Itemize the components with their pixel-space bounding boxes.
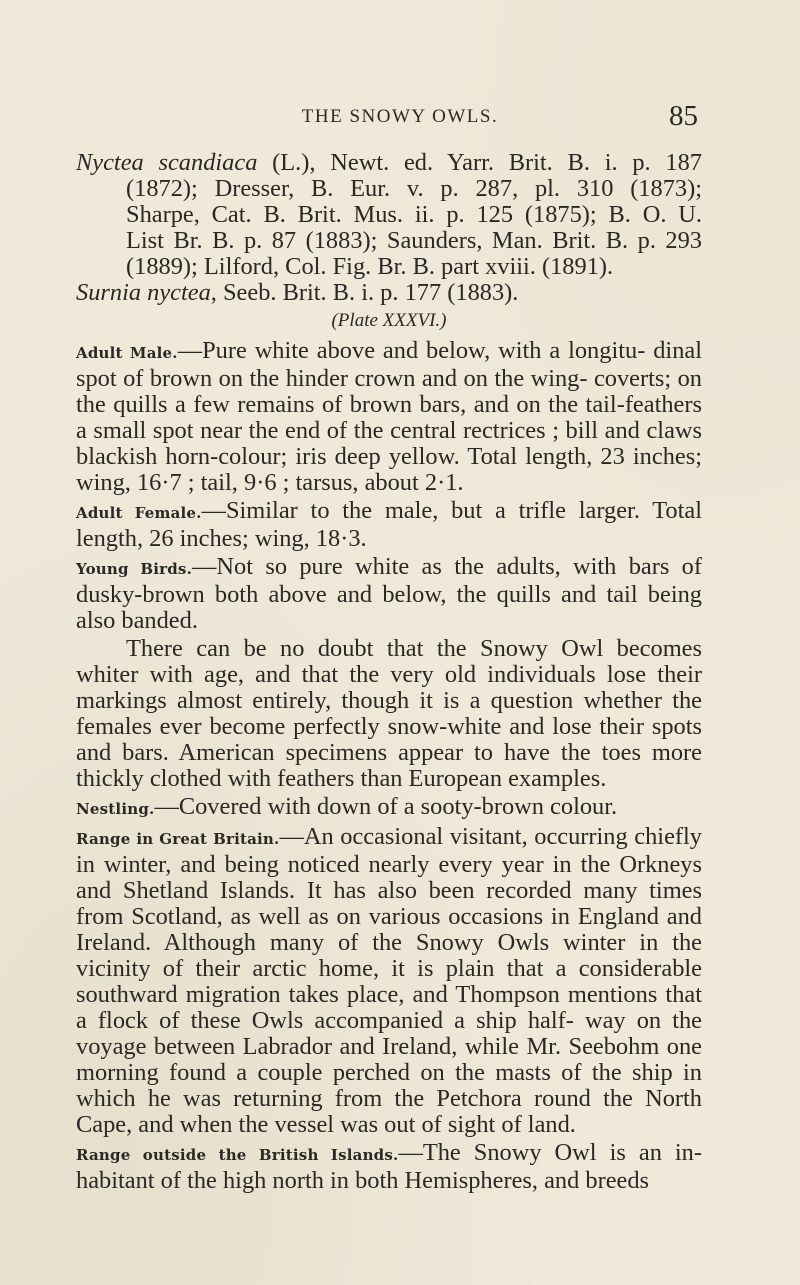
section-text: —Covered with down of a sooty-brown colour. [154, 793, 618, 820]
species-name: Surnia nyctea [76, 279, 211, 306]
section-text: —Not so pure white as the adults, with bars of dusky-brown both above and below, the quills and tail being also banded. [76, 553, 702, 634]
section-adult-female [76, 498, 702, 552]
synonymy-line: (1872); Dresser, B. Eur. v. p. 287, pl. 310 (1873); [126, 175, 702, 202]
synonymy-line: Nyctea scandiaca (L.), Newt. ed. Yarr. Brit. B. i. p. 187 [76, 149, 702, 176]
page-header [0, 96, 800, 136]
species-name: Nyctea scandiaca [76, 149, 258, 176]
section-range-britain [76, 824, 702, 1138]
page-number: 85 [669, 100, 698, 132]
section-text: —Similar to the male, but a trifle larger. Total length, 26 inches; wing, 18·3. [76, 497, 702, 552]
section-young-birds [76, 554, 702, 634]
section-label: Adult Female. [76, 504, 202, 522]
page-body [76, 150, 702, 1194]
synonymy-line: Surnia nyctea, Seeb. Brit. B. i. p. 177 (1883). [76, 279, 519, 306]
synonymy-line: (1889); Lilford, Col. Fig. Br. B. part xviii. (1891). [126, 253, 614, 280]
section-label: Adult Male. [76, 344, 178, 362]
synonymy-line: Sharpe, Cat. B. Brit. Mus. ii. p. 125 (1875); B. O. U. [126, 201, 702, 228]
plate-reference: (Plate XXXVI.) [331, 310, 447, 331]
section-discussion [76, 636, 702, 792]
running-title: THE SNOWY OWLS. [301, 106, 499, 127]
section-text: —The Snowy Owl is an in- habitant of the high north in both Hemispheres, and breeds [76, 1139, 702, 1194]
section-adult-male [76, 338, 702, 496]
section-label: Nestling. [76, 800, 155, 818]
section-label: Range in Great Britain. [76, 830, 280, 848]
synonymy-line: List Br. B. p. 87 (1883); Saunders, Man. Brit. B. p. 293 [126, 227, 702, 254]
section-range-outside [76, 1140, 702, 1194]
section-nestling [76, 794, 702, 822]
section-text: —An occasional visitant, occurring chiefly in winter, and being noticed nearly every year in the Orkneys and Shetland Islands. It has also been recorded many times from Scotland, as well as on various occasions in England and Ireland. Although many of the Snowy Owls winter in the vicinity of their arctic home, it is plain that a considerable southward migration takes place, and Thompson mentions that a flock of these Owls accompanied a ship half- way on the voyage between Labrador and Ireland, while Mr. Seebohm one morning found a couple perched on the masts of the ship in which he was returning from the Petchora round the North Cape, and when the vessel was out of sight of land. [76, 823, 702, 1138]
section-label: Range outside the British Islands. [76, 1146, 399, 1164]
section-text: —Pure white above and below, with a longitu- dinal spot of brown on the hinder crown and on the wing- coverts; on the quills a few remains of brown bars, and on the tail-feathers a small spot near the end of the central rectrices ; bill and claws blackish horn-colour; iris deep yellow. Total length, 23 inches; wing, 16·7 ; tail, 9·6 ; tarsus, about 2·1. [76, 337, 702, 496]
synonymy-references [76, 150, 702, 306]
section-label: Young Birds. [76, 560, 193, 578]
section-text: There can be no doubt that the Snowy Owl becomes whiter with age, and that the very old individuals lose their markings almost entirely, though it is a question whether the females ever become perfectly snow-white and lose their spots and bars. American specimens appear to have the toes more thickly clothed with feathers than European examples. [76, 635, 702, 792]
